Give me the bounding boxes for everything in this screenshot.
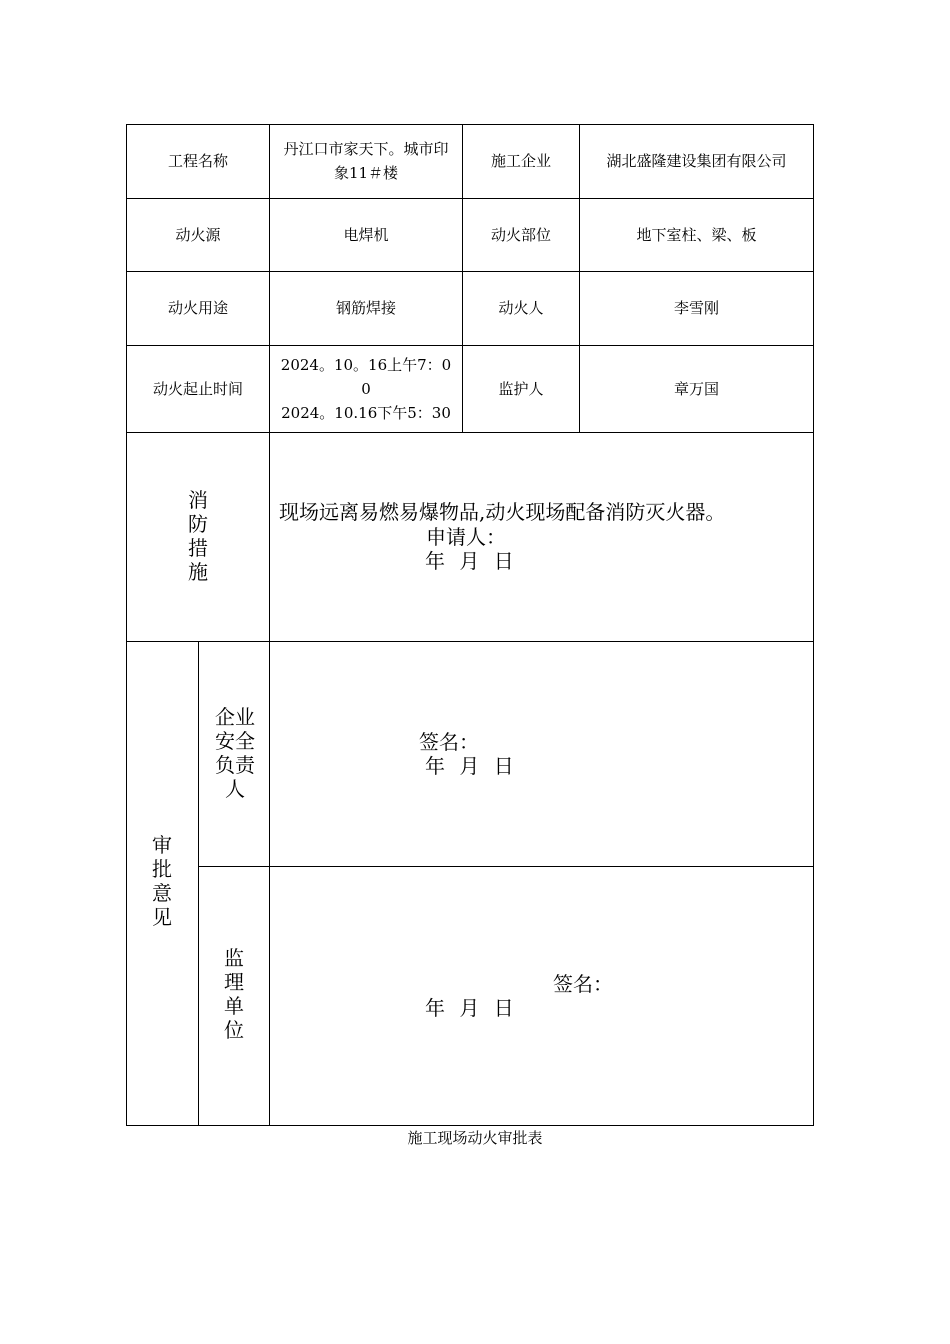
fire-purpose-label: 动火用途: [167, 299, 228, 317]
fire-operator-value: 李雪刚: [673, 299, 719, 317]
fire-source-label: 动火源: [175, 225, 221, 244]
guardian-value: 章万国: [673, 379, 719, 398]
supervisor-sign-date: 年 月 日: [425, 996, 514, 1020]
fire-purpose-value: 钢筋焊接: [335, 299, 396, 317]
contractor-label: 施工企业: [490, 152, 551, 170]
project-name-value: 丹江口市家天下。城市印象11＃楼: [283, 140, 449, 182]
applicant-label: 申请人：: [426, 525, 506, 549]
project-name-label: 工程名称: [167, 152, 228, 170]
fire-period-label: 动火起止时间: [152, 379, 243, 398]
fire-location-value: 地下室柱、梁、板: [636, 225, 757, 244]
guardian-label: 监护人: [498, 379, 544, 398]
applicant-date: 年 月 日: [425, 549, 514, 573]
safety-officer-label: 企业 安全 负责 人: [215, 705, 255, 801]
fire-measures-content: 现场远离易燃易爆物品,动火现场配备消防灭火器。: [279, 500, 726, 524]
approval-form-table: [126, 124, 814, 1126]
safety-sign-label: 签名：: [419, 730, 479, 754]
approval-opinion-label: 审 批 意 见: [152, 833, 172, 929]
fire-location-label: 动火部位: [490, 225, 551, 244]
contractor-value: 湖北盛隆建设集团有限公司: [606, 152, 787, 170]
fire-operator-label: 动火人: [498, 299, 544, 317]
fire-period-end: 2024。10.16下午5：30: [281, 403, 451, 422]
form-caption: 施工现场动火审批表: [407, 1129, 543, 1147]
fire-period-value: [270, 345, 462, 432]
fire-source-value: 电焊机: [343, 225, 389, 244]
safety-sign-date: 年 月 日: [425, 754, 514, 778]
supervisor-label: 监 理 单 位: [224, 946, 244, 1042]
fire-period-start: 2024。10。16上午7：00: [280, 355, 452, 398]
supervisor-sign-label: 签名：: [553, 972, 613, 996]
fire-measures-label: 消 防 措 施: [188, 488, 208, 584]
